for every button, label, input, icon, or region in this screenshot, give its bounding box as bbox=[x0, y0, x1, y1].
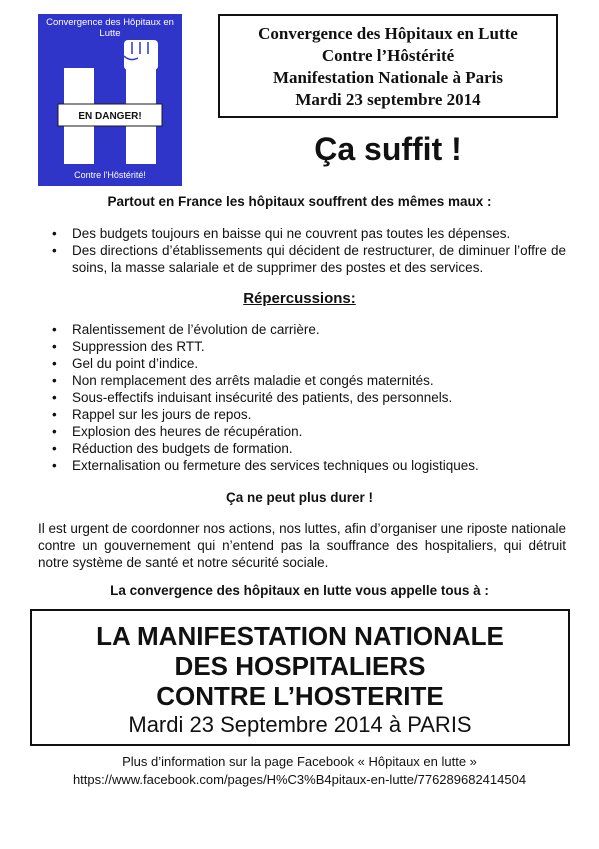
logo-bottom-text: Contre l'Hôstérité! bbox=[74, 170, 146, 180]
header-line-4: Mardi 23 septembre 2014 bbox=[295, 90, 481, 109]
hospital-logo bbox=[38, 14, 182, 186]
repercussions-heading: Répercussions: bbox=[243, 290, 356, 307]
list-item: • Rappel sur les jours de repos. bbox=[38, 406, 566, 423]
list-item: • Suppression des RTT. bbox=[38, 338, 566, 355]
list-item: • Des budgets toujours en baisse qui ne couvrent pas toutes les dépenses. bbox=[38, 225, 566, 242]
list-item: • Sous-effectifs induisant insécurité des patients, des personnels. bbox=[38, 389, 566, 406]
event-header-box bbox=[218, 14, 558, 118]
manifestation-line-3: CONTRE L’HOSTERITE bbox=[156, 681, 444, 711]
manifestation-box bbox=[30, 609, 570, 746]
list-item: • Non remplacement des arrêts maladie et congés maternités. bbox=[38, 372, 566, 389]
fist-h-emblem-icon bbox=[38, 14, 182, 186]
header-line-2: Contre l’Hôstérité bbox=[321, 46, 455, 65]
footer-info: Plus d’information sur la page Facebook « Hôpitaux en lutte » bbox=[122, 754, 477, 769]
list-item: • Réduction des budgets de formation. bbox=[38, 440, 566, 457]
list-item: • Ralentissement de l’évolution de carrière. bbox=[38, 321, 566, 338]
logo-banner-text: EN DANGER! bbox=[78, 111, 142, 122]
list-item: • Externalisation ou fermeture des services techniques ou logistiques. bbox=[38, 457, 566, 474]
list-item: • Des directions d’établissements qui décident de restructurer, de diminuer l’offre de soins, la masse salariale et de supprimer des postes et des services. bbox=[38, 242, 566, 276]
manifestation-line-2: DES HOSPITALIERS bbox=[174, 651, 426, 681]
call-to-action-heading: La convergence des hôpitaux en lutte vous appelle tous à : bbox=[110, 583, 489, 598]
page-title: Ça suffit ! bbox=[314, 131, 462, 167]
repercussions-list bbox=[38, 321, 566, 474]
list-item: • Gel du point d’indice. bbox=[38, 355, 566, 372]
logo-top-text: Convergence des Hôpitaux en Lutte bbox=[46, 17, 174, 39]
footer-url: https://www.facebook.com/pages/H%C3%B4pitaux-en-lutte/776289682414504 bbox=[72, 772, 527, 787]
call-paragraph: Il est urgent de coordonner nos actions, nos luttes, afin d’organiser une riposte nationale contre un gouvernement qui n’entend pas la souffrance des hospitaliers, qui détruit notre système de santé et notre sécurité sociale. bbox=[38, 521, 566, 570]
problems-list bbox=[38, 225, 566, 276]
manifestation-date: Mardi 23 Septembre 2014 à PARIS bbox=[128, 712, 472, 737]
header-line-1: Convergence des Hôpitaux en Lutte bbox=[258, 24, 518, 43]
header-line-3: Manifestation Nationale à Paris bbox=[273, 68, 503, 87]
list-item: • Explosion des heures de récupération. bbox=[38, 423, 566, 440]
intro-heading: Partout en France les hôpitaux souffrent des mêmes maux : bbox=[107, 194, 492, 209]
cannot-last-heading: Ça ne peut plus durer ! bbox=[225, 490, 374, 505]
manifestation-line-1: LA MANIFESTATION NATIONALE bbox=[96, 621, 504, 651]
